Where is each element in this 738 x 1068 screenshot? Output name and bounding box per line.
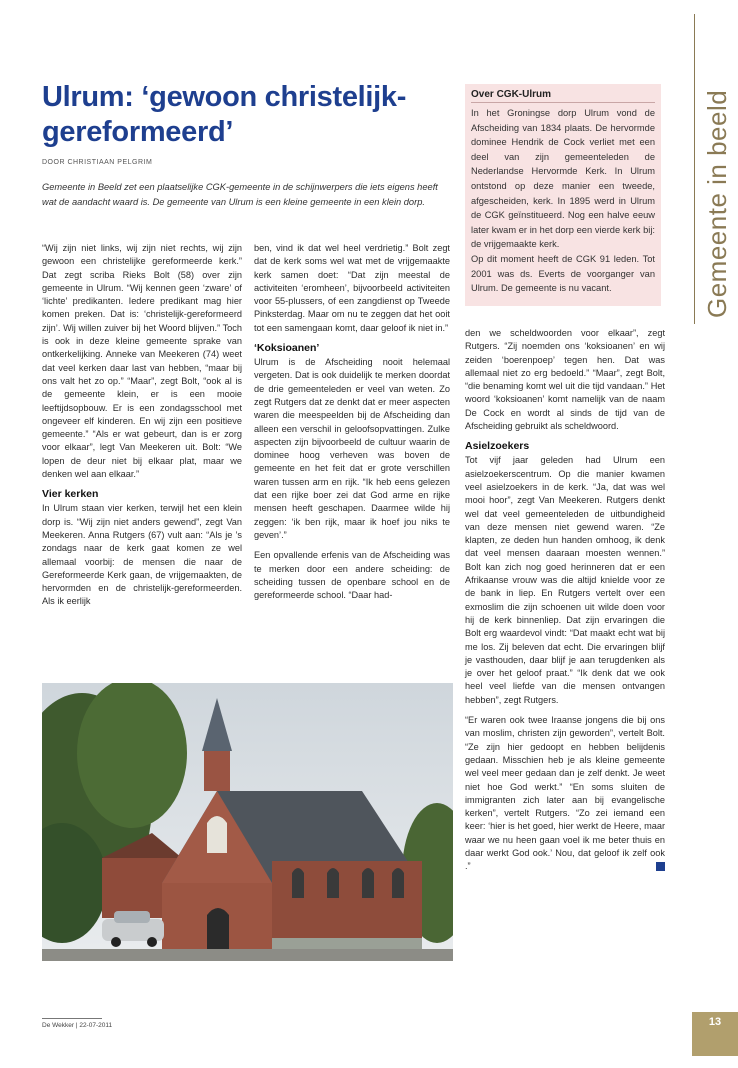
info-box-text-2: Op dit moment heeft de CGK 91 leden. Tot 2001 was ds. Everts de voorganger van Ulrum. De gemeente is nu vacant. xyxy=(471,253,655,294)
paragraph: ben, vind ik dat wel heel verdrietig.” Bolt zegt dat de kerk soms wel wat met de vrijgemaakte kerk samen doet: “Dat zijn meestal de activiteiten ‘eromheen’, bijvoorbeeld activiteiten voor 55-plussers, of een zangdienst op Tweede Pinksterdag. Maar om nu te zeggen dat het ooit tot een samengaan komt, daar geloof ik niet in.” xyxy=(254,243,450,333)
section-label: Gemeente in beeld xyxy=(702,89,732,318)
info-box-heading: Over CGK-Ulrum xyxy=(471,89,655,103)
footer-publication: De Wekker | 22-07-2011 xyxy=(42,1022,113,1029)
paragraph: Een opvallende erfenis van de Afscheiding was te merken door een andere scheiding: de scheiding tussen de openbare school en de gereformeerde school. “Daar had- xyxy=(254,550,450,601)
article-author: DOOR CHRISTIAAN PELGRIM xyxy=(42,159,153,166)
subheading-koksioanen: ‘Koksioanen’ xyxy=(254,342,320,355)
end-of-article-icon xyxy=(656,862,665,871)
article-title: Ulrum: ‘gewoon christelijk-gereformeerd’ xyxy=(42,81,407,148)
paragraph: Ulrum is de Afscheiding nooit helemaal vergeten. Dat is ook duidelijk te merken doordat de drie gemeenteleden er veel van weten. Zo zegt Rutgers dat ze denkt dat er meer aspecten waren die meespeelden bij de Afscheiding dan alleen een verschil in geloofsopvattingen. Zulke aspecten zijn bijvoorbeeld de cultuur waarin de dominee hoog verheven was boven de gemeente en het feit dat er grote verschillen waren tussen arm en rijk. “Ik heb eens gelezen dat een rijke boer zei dat God arme en rijke mensen heeft geschapen. Daarmee wilde hij zeggen: ‘ik ben rijk, maar ik hoef jou niks te geven’.” xyxy=(254,357,450,540)
subheading-vier-kerken: Vier kerken xyxy=(42,488,99,501)
article-column-3 xyxy=(465,327,665,881)
section-divider-line xyxy=(694,14,695,324)
paragraph: den we scheldwoorden voor elkaar”, zegt Rutgers. “Zij noemden ons ‘koksioanen’ en wij zeiden ‘boerenpoep’ tegen hen. Dat was allemaal niet zo erg bedoeld.” “Maar”, zegt Bolt, “die benaming komt wel uit die tijd vandaan.” Het woord ‘koksioanen’ komt namelijk van de naam De Cock en wordt al sinds de tijd van de Afscheiding gebruikt als scheldwoord. xyxy=(465,328,665,432)
page-number: 13 xyxy=(692,1012,738,1056)
paragraph-final: “Er waren ook twee Iraanse jongens die bij ons van moslim, christen zijn geworden”, vertelt Bolt. “Ze zijn hier gedoopt en hebben belijdenis gedaan. Misschien heb je als kleine gemeente wel veel meer gedaan dan je zelf denkt. Je weet niet hoe God werkt.” “En soms sluiten de immigranten zich later aan bij evangelische kerken”, vertelt Rutgers. “Zo zei iemand een keer: ‘hier is het goed, hier werkt de Heere, maar waar we nu heen gaan voel ik me beter thuis en daar werkt God ook.’ Nou, dat geloof ik zelf ook .” xyxy=(465,715,665,872)
subheading-asielzoekers: Asielzoekers xyxy=(465,440,530,453)
church-photo xyxy=(42,683,453,961)
paragraph: In Ulrum staan vier kerken, terwijl het een klein dorp is. “Wij zijn niet anders gewend”, zegt Van Meekeren. Anna Rutgers (67) vult aan: “Als je ’s zondags naar de kerk gaat komen ze wel allemaal voorbij: de mensen die naar de Gereformeerde Kerk gaan, de vrijgemaakten, de hervormden en de christelijk-gereformeerden. Als ik eerlijk xyxy=(42,503,242,607)
paragraph: “Wij zijn niet links, wij zijn niet rechts, wij zijn gewoon een christelijke gereformeerde kerk.” Dat zegt scriba Rieks Bolt (58) over zijn gemeente in Ulrum. “Wij kennen geen ‘zware’ of ‘lichte’ predikanten. Iedere predikant mag hier komen preken. Dat is: ‘christelijk-gereformeerd zijn’. Wij willen zuiver bij het Woord blijven.” Toch is ook in deze kleine gemeente sprake van ontkerkelijking. Anneke van Meekeren (74) weet dat veel kerken daar last van hebben, “maar bij ons valt het zo op.” “Maar”, zegt Bolt, “ook al is de gemeente klein, er is een mooie leeftijdsopbouw. Er is een zondagsschool met ongeveer elf kinderen. En wij zijn een positieve gemeente.” “Als er wat gebeurt, dan is er zorg voor elkaar”, legt Van Meekeren uit. Bolt: “We lopen de deur niet bij elkaar plat, maar we denken wel aan elkaar.” xyxy=(42,243,242,480)
article-intro: Gemeente in Beeld zet een plaatselijke CGK-gemeente in de schijnwerpers die iets eigens heeft wat de aandacht waard is. De gemeente van Ulrum is een kleine gemeente in een klein dorp. xyxy=(42,182,438,207)
footer-rule xyxy=(42,1018,102,1019)
info-box-text: In het Groningse dorp Ulrum vond de Afscheiding van 1834 plaats. De hervormde dominee Hendrik de Cock verliet met een deel van zijn gemeenteleden de Nederlandse Hervormde Kerk. In Ulrum ontstond op deze manier een tweede, afgescheiden, kerk. In 1895 werd in Ulrum de CGK geïnstitueerd. Nog een halve eeuw later kwam er in het dorp een vierde kerk bij: de vrijgemaakte kerk. xyxy=(471,108,655,250)
paragraph: Tot vijf jaar geleden had Ulrum een asielzoekerscentrum. Op die manier kwamen veel asielzoekers in de kerk. “Ja, dat was wel mooi hoor”, zegt Van Meekeren. Rutgers denkt wel dat veel gemeenteleden de uitbundigheid van deze mensen niet gewend waren. “Ze klapten, ze deden hun handen omhoog, ik denk dat veel mensen daaraan moesten wennen.” Bolt kan zich nog goed herinneren dat er een Afrikaanse vrouw was die altijd knielde voor ze de bank in liep. En Rutgers vertelt over een exmoslim die zijn schoenen uit wilde doen voor hij de kerk binnenliep. Dat zijn ervaringen die Bolt erg waardevol vindt: “Dat maakt echt wat bij me los. Zij beleven dat echt. Die ervaringen blijf je vasthouden, daar blijf je aan terugdenken als je over het geloof praat.” “Ik denk dat we ook heel veel liefde van die mensen ontvangen hebben”, zegt Rutgers. xyxy=(465,455,665,705)
info-box xyxy=(465,84,661,306)
article-column-1 xyxy=(42,242,242,616)
article-column-2 xyxy=(254,242,450,609)
